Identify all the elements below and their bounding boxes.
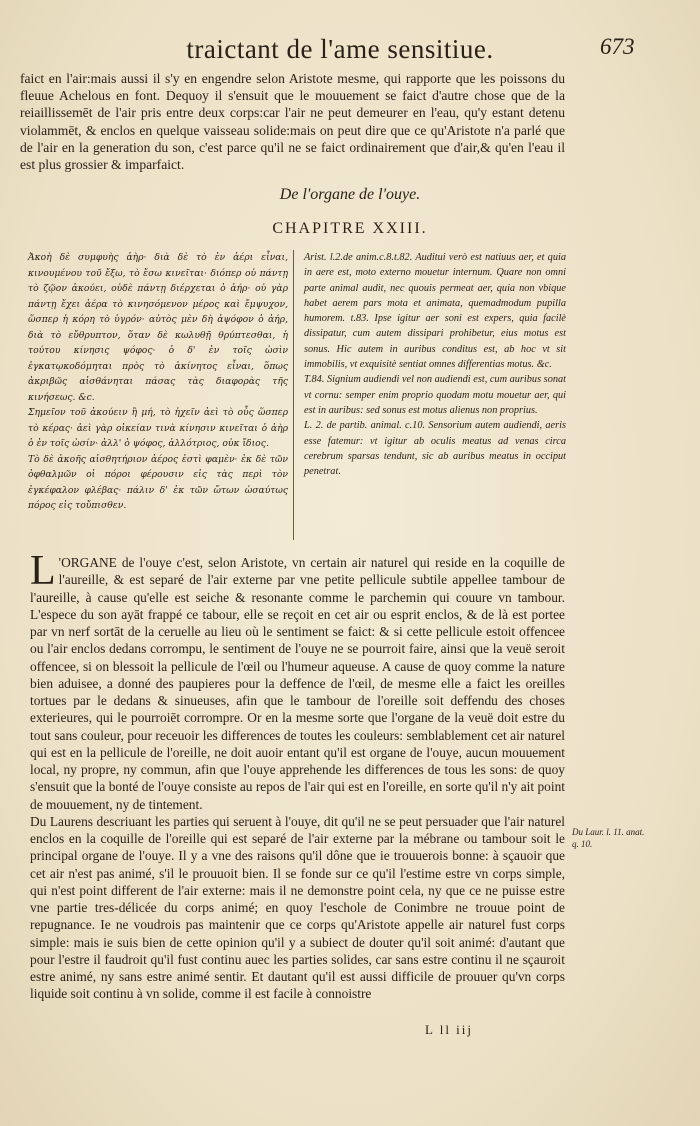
- chapter-title: CHAPITRE XXIII.: [272, 220, 428, 237]
- greek-paragraph-3: Τὸ δὲ ἀκοῆς αἰσθητήριον ἀέρος ἐστὶ φαμὲν· ἐκ δὲ τῶν ὀφθαλμῶν οἱ πόροι φέρουσιν εἰς τὰς περὶ τὸν ἐγκέφαλον φλέβας· πάλιν δ' ἐκ τῶν ὤτων ὡσαύτως πόρος εἰς τοὔπισθεν.: [28, 453, 288, 511]
- greek-quotation-column: [28, 250, 288, 514]
- latin-quotation-column: [304, 250, 566, 479]
- intro-paragraph: [20, 70, 565, 173]
- greek-paragraph-1: Ἀκοὴ δὲ συμφυὴς ἀὴρ· διὰ δὲ τὸ ἐν ἀέρι εἶναι, κινουμένου τοῦ ἔξω, τὸ ἔσω κινεῖται· διόπερ οὐ πάντῃ τὸ ζῷον ἀκούει, οὐδὲ πάντῃ διέρχεται ὁ ἀήρ· οὐ γὰρ πάντῃ ἔχει ἀέρα τὸ κινησόμενον μέρος καὶ ἔμψυχον, ὥσπερ ἡ κόρη τὸ ὑγρόν· αὐτὸς μὲν δὴ ἀψόφον ὁ ἀήρ, διὰ τὸ εὔθρυπτον, ὅταν δὲ κωλυθῇ θρύπτεσθαι, ἡ τούτου κίνησις ψόφος· ὁ δ' ἐν τοῖς ὠσὶν ἐγκατῳκοδόμηται πρὸς τὸ ἀκίνητος εἶναι, ὅπως ἀκριβῶς αἰσθάνηται πάσας τὰς διαφορὰς τῆς κινήσεως. &c.: [28, 252, 288, 403]
- intro-text: faict en l'air:mais aussi il s'y en engendre selon Aristote mesme, qui rapporte que les poissons du fleuue Achelous en font. Dequoy il s'ensuit que le mouuement se faict d'autre chose que de la reiaillissemēt de l'air pris entre deux corps:car l'air ne peut demeurer en l'eau, qu'y estant detenu violammēt, & enclos en quelque vaisseau solide:mais on peut dire que ce qu'Aristote n'a parlé que de l'air en la generation du son, c'est parce qu'il ne se faict ordinairement que d'air,& qu'en l'eau il est plus grossier & imparfaict.: [20, 71, 565, 173]
- latin-paragraph-2: T.84. Signium audiendi vel non audiendi est, cum auribus sonat vt cornu: semper enim proprio quodam motu mouetur aer, qui est in auribus: sed sonus est motus alienus non proprius.: [304, 374, 566, 416]
- signature-mark: L ll iij: [425, 1022, 474, 1037]
- page-number: 673: [600, 34, 635, 59]
- running-head: traictant de l'ame sensitiue.: [186, 34, 494, 64]
- margin-note: Du Laur. l. 11. anat. q. 10.: [572, 827, 645, 849]
- drop-cap: L: [30, 548, 56, 594]
- column-divider: [293, 250, 294, 540]
- body-paragraph-1-text: 'ORGANE de l'ouye c'est, selon Aristote, vn certain air naturel qui reside en la coquille de l'aureille, & est separé de l'air externe par vne petite pellicule subtile appellee tambour de l'aureille, à cause qu'elle est seiche & resonante comme le parchemin qui couure vn tambour. L'espece du son ayāt frappé ce tabour, elle se reçoit en cet air ou esprit enclos, & de là est portee par vn nerf sortāt de la ceruelle au lieu où le sentiment se faict: & si cette pellicule estoit offencee ou l'air enclos dedans corrompu, le sentiment de l'ouye ne se pourroit faire, ainsi que la veuë seroit offencee, si on blessoit la pellicule de l'œil ou l'humeur aqueuse. A cause de quoy comme la nature bien aduisee, a donné des paupieres pour la deffence de l'œil, de mesme elle a faict les oreilles tortues par le dedans & sinueuses, afin que le tambour de l'oreille soit deffendu des choses exterieures, qui le pourroiēt corrompre. Or en la mesme sorte que l'organe de la veuë doit estre du tout sans couleur, pour receuoir les differences de toutes les couleurs: semblablement cet air naturel qui est en la pellicule de l'oreille, ne doit auoir entant qu'il est organe de l'ouye, aucun mouuement local, ny propre, ny commun, afin que l'ouye apprehende les differences de tous les sons: de quoy s'ensuit que la bonté de l'ouye consiste au repos de l'air qui est en l'oreille, en sorte qu'il n'y ait point de mouuement, ny de tintement.: [30, 555, 565, 812]
- latin-paragraph-3: L. 2. de partib. animal. c.10. Sensorium autem audiendi, aeris esse fatemur: vt igitur ab oculis meatus ad venas circa cerebrum sparsas tendunt, sic ab auribus meatus in occiput penetrat.: [304, 420, 566, 478]
- main-body-text: [30, 548, 565, 1003]
- latin-paragraph-1: Arist. l.2.de anim.c.8.t.82. Auditui verò est natiuus aer, et quia in aere est, moto externo mouetur internum. Quare non omni parte animal audit, nec quouis permeat aer, quia non vbique habet aerem pars mota et animata, quemadmodum pupilla humorem. t.83. Ipse igitur aer soni est expers, quia facilè dissipatur, cum autem dissipari prohibetur, eius motus est sonus. Hic autem in auribus conditus est, ab hoc vt sit immobilis, vt exquisitè sentiat omnes differentias motus. &c.: [304, 252, 566, 371]
- body-paragraph-2: Du Laurens descriuant les parties qui seruent à l'ouye, dit qu'il ne se peut persuader que l'air naturel enclos en la coquille de l'oreille qui est separé de l'air externe par la mébrane ou tambour soit le principal organe de l'ouye. Il y a vne des raisons qu'il dône que ie trouuerois bonne: à sçauoir que cet air n'est pas animé, s'il le prouuoit bien. Il se fonde sur ce qu'il l'estime estre vn corps simple, qui n'est point different de l'air externe: mais il ne demonstre point cela, ny que ce ne puisse estre vne partie tres-délicée du corps animé; en quoy l'eschole de Conimbre ne trouue point de repugnance. Ie ne voudrois pas maintenir que ce corps qu'Aristote appelle air naturel fust corps simple: mais ie suis bien de cette opinion qu'il y a subiect de douter qu'il soit animé: d'autant que pour l'estre il faudroit qu'il fust continu auec les parties solides, car sans estre continu il ne sçauroit estre animé, ny sans estre animé sentir. Et dautant qu'il est aussi difficile de prouuer qu'vn corps liquide soit continu à vn solide, comme il est facile à connoistre: [30, 813, 565, 1002]
- section-title: De l'organe de l'ouye.: [279, 186, 421, 203]
- greek-paragraph-2: Σημεῖον τοῦ ἀκούειν ἢ μή, τὸ ἠχεῖν ἀεὶ τὸ οὖς ὥσπερ τὸ κέρας· ἀεὶ γὰρ οἰκείαν τινὰ κίνησιν κινεῖται ὁ ἀὴρ ὁ ἐν τοῖς ὠσίν· ἀλλ' ὁ ψόφος, ἀλλότριος, οὐκ ἴδιος.: [28, 407, 288, 449]
- body-paragraph-1: [30, 548, 565, 813]
